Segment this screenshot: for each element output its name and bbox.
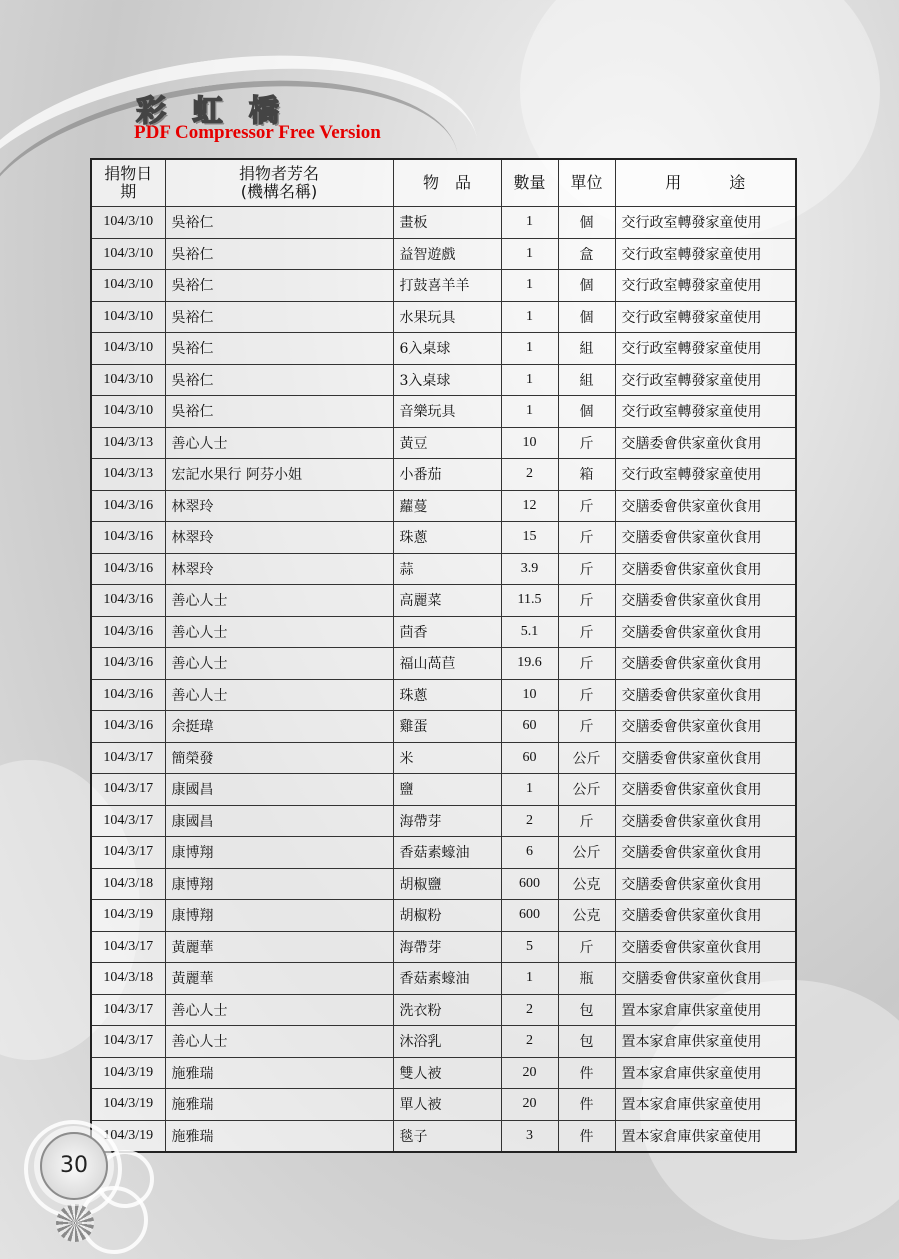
date-cell: 104/3/10: [91, 364, 165, 396]
table-row: [91, 679, 796, 711]
donor-cell: 吳裕仁: [165, 207, 393, 239]
item-cell: 香菇素蠔油: [393, 837, 501, 869]
quantity-cell: 11.5: [501, 585, 558, 617]
date-cell: 104/3/17: [91, 774, 165, 806]
table-row: [91, 868, 796, 900]
page-number-badge: [40, 1132, 108, 1200]
unit-cell: 斤: [558, 427, 615, 459]
quantity-cell: 1: [501, 963, 558, 995]
date-cell: 104/3/17: [91, 837, 165, 869]
item-cell: 胡椒粉: [393, 900, 501, 932]
item-cell: 6入桌球: [393, 333, 501, 365]
unit-cell: 斤: [558, 648, 615, 680]
item-cell: 香菇素蠔油: [393, 963, 501, 995]
usage-cell: 交行政室轉發家童使用: [615, 364, 796, 396]
usage-cell: 交膳委會供家童伙食用: [615, 742, 796, 774]
quantity-cell: 60: [501, 742, 558, 774]
usage-cell: 置本家倉庫供家童使用: [615, 1026, 796, 1058]
table-row: [91, 490, 796, 522]
donation-table: [90, 158, 797, 1153]
usage-cell: 交膳委會供家童伙食用: [615, 774, 796, 806]
date-cell: 104/3/18: [91, 963, 165, 995]
usage-cell: 置本家倉庫供家童使用: [615, 1057, 796, 1089]
item-cell: 雙人被: [393, 1057, 501, 1089]
usage-cell: 交行政室轉發家童使用: [615, 207, 796, 239]
usage-cell: 交膳委會供家童伙食用: [615, 553, 796, 585]
usage-cell: 交膳委會供家童伙食用: [615, 837, 796, 869]
item-cell: 海帶芽: [393, 931, 501, 963]
quantity-cell: 20: [501, 1057, 558, 1089]
usage-cell: 交行政室轉發家童使用: [615, 301, 796, 333]
unit-cell: 斤: [558, 490, 615, 522]
usage-cell: 交膳委會供家童伙食用: [615, 616, 796, 648]
item-cell: 福山萵苣: [393, 648, 501, 680]
table-row: [91, 994, 796, 1026]
table-row: [91, 427, 796, 459]
column-header: 單位: [558, 159, 615, 207]
item-cell: 單人被: [393, 1089, 501, 1121]
item-cell: 胡椒鹽: [393, 868, 501, 900]
item-cell: 畫板: [393, 207, 501, 239]
usage-cell: 交膳委會供家童伙食用: [615, 900, 796, 932]
quantity-cell: 2: [501, 459, 558, 491]
item-cell: 黃豆: [393, 427, 501, 459]
item-cell: 鹽: [393, 774, 501, 806]
donor-cell: 善心人士: [165, 616, 393, 648]
column-header: 捐物者芳名 (機構名稱): [165, 159, 393, 207]
quantity-cell: 2: [501, 805, 558, 837]
column-header: 物 品: [393, 159, 501, 207]
unit-cell: 組: [558, 333, 615, 365]
date-cell: 104/3/16: [91, 711, 165, 743]
date-cell: 104/3/17: [91, 805, 165, 837]
brand-logo: 彩 虹 橋: [136, 94, 287, 129]
date-cell: 104/3/16: [91, 585, 165, 617]
item-cell: 小番茄: [393, 459, 501, 491]
date-cell: 104/3/16: [91, 490, 165, 522]
donor-cell: 吳裕仁: [165, 333, 393, 365]
date-cell: 104/3/17: [91, 931, 165, 963]
date-cell: 104/3/19: [91, 1120, 165, 1152]
usage-cell: 交行政室轉發家童使用: [615, 270, 796, 302]
table-row: [91, 1026, 796, 1058]
date-cell: 104/3/10: [91, 238, 165, 270]
quantity-cell: 3.9: [501, 553, 558, 585]
table-row: [91, 270, 796, 302]
quantity-cell: 1: [501, 364, 558, 396]
table-row: [91, 616, 796, 648]
date-cell: 104/3/10: [91, 270, 165, 302]
usage-cell: 置本家倉庫供家童使用: [615, 1089, 796, 1121]
item-cell: 海帶芽: [393, 805, 501, 837]
date-cell: 104/3/16: [91, 522, 165, 554]
donor-cell: 林翠玲: [165, 490, 393, 522]
table-header: [91, 159, 796, 207]
item-cell: 珠蔥: [393, 522, 501, 554]
quantity-cell: 1: [501, 333, 558, 365]
unit-cell: 個: [558, 207, 615, 239]
date-cell: 104/3/10: [91, 207, 165, 239]
donor-cell: 善心人士: [165, 648, 393, 680]
page-number: 30: [60, 1153, 88, 1178]
donor-cell: 康國昌: [165, 805, 393, 837]
quantity-cell: 2: [501, 1026, 558, 1058]
donor-cell: 善心人士: [165, 1026, 393, 1058]
date-cell: 104/3/16: [91, 679, 165, 711]
table-row: [91, 364, 796, 396]
quantity-cell: 20: [501, 1089, 558, 1121]
date-cell: 104/3/17: [91, 994, 165, 1026]
date-cell: 104/3/17: [91, 1026, 165, 1058]
donor-cell: 施雅瑞: [165, 1120, 393, 1152]
table-row: [91, 963, 796, 995]
quantity-cell: 1: [501, 270, 558, 302]
quantity-cell: 12: [501, 490, 558, 522]
quantity-cell: 1: [501, 301, 558, 333]
table-row: [91, 648, 796, 680]
date-cell: 104/3/19: [91, 1089, 165, 1121]
donor-cell: 吳裕仁: [165, 301, 393, 333]
unit-cell: 個: [558, 301, 615, 333]
quantity-cell: 1: [501, 238, 558, 270]
quantity-cell: 10: [501, 427, 558, 459]
quantity-cell: 1: [501, 774, 558, 806]
item-cell: 洗衣粉: [393, 994, 501, 1026]
quantity-cell: 1: [501, 396, 558, 428]
quantity-cell: 600: [501, 868, 558, 900]
item-cell: 3入桌球: [393, 364, 501, 396]
table-row: [91, 522, 796, 554]
unit-cell: 斤: [558, 585, 615, 617]
donor-cell: 簡榮發: [165, 742, 393, 774]
unit-cell: 箱: [558, 459, 615, 491]
usage-cell: 交膳委會供家童伙食用: [615, 585, 796, 617]
unit-cell: 包: [558, 1026, 615, 1058]
usage-cell: 交行政室轉發家童使用: [615, 459, 796, 491]
date-cell: 104/3/10: [91, 333, 165, 365]
date-cell: 104/3/19: [91, 1057, 165, 1089]
unit-cell: 斤: [558, 931, 615, 963]
flower-icon: [56, 1204, 94, 1242]
unit-cell: 件: [558, 1057, 615, 1089]
item-cell: 毯子: [393, 1120, 501, 1152]
table-row: [91, 711, 796, 743]
date-cell: 104/3/16: [91, 616, 165, 648]
unit-cell: 斤: [558, 616, 615, 648]
donor-cell: 康博翔: [165, 900, 393, 932]
table-row: [91, 238, 796, 270]
usage-cell: 交膳委會供家童伙食用: [615, 427, 796, 459]
unit-cell: 個: [558, 270, 615, 302]
quantity-cell: 5: [501, 931, 558, 963]
usage-cell: 交膳委會供家童伙食用: [615, 679, 796, 711]
donor-cell: 善心人士: [165, 427, 393, 459]
quantity-cell: 10: [501, 679, 558, 711]
donor-cell: 黃麗華: [165, 931, 393, 963]
item-cell: 沐浴乳: [393, 1026, 501, 1058]
date-cell: 104/3/16: [91, 553, 165, 585]
quantity-cell: 60: [501, 711, 558, 743]
unit-cell: 件: [558, 1089, 615, 1121]
date-cell: 104/3/10: [91, 301, 165, 333]
date-cell: 104/3/13: [91, 459, 165, 491]
item-cell: 打鼓喜羊羊: [393, 270, 501, 302]
donor-cell: 林翠玲: [165, 522, 393, 554]
usage-cell: 交膳委會供家童伙食用: [615, 963, 796, 995]
donor-cell: 宏記水果行 阿芬小姐: [165, 459, 393, 491]
quantity-cell: 6: [501, 837, 558, 869]
item-cell: 珠蔥: [393, 679, 501, 711]
donor-cell: 吳裕仁: [165, 364, 393, 396]
table-row: [91, 207, 796, 239]
donor-cell: 善心人士: [165, 585, 393, 617]
table-row: [91, 333, 796, 365]
usage-cell: 交行政室轉發家童使用: [615, 333, 796, 365]
table-row: [91, 585, 796, 617]
donor-cell: 吳裕仁: [165, 396, 393, 428]
item-cell: 水果玩具: [393, 301, 501, 333]
donor-cell: 康博翔: [165, 868, 393, 900]
unit-cell: 公斤: [558, 774, 615, 806]
date-cell: 104/3/17: [91, 742, 165, 774]
donor-cell: 吳裕仁: [165, 238, 393, 270]
date-cell: 104/3/19: [91, 900, 165, 932]
unit-cell: 斤: [558, 805, 615, 837]
donor-cell: 康博翔: [165, 837, 393, 869]
usage-cell: 交膳委會供家童伙食用: [615, 522, 796, 554]
usage-cell: 交膳委會供家童伙食用: [615, 490, 796, 522]
donor-cell: 康國昌: [165, 774, 393, 806]
item-cell: 高麗菜: [393, 585, 501, 617]
table-row: [91, 301, 796, 333]
date-cell: 104/3/13: [91, 427, 165, 459]
table-row: [91, 742, 796, 774]
item-cell: 米: [393, 742, 501, 774]
item-cell: 益智遊戲: [393, 238, 501, 270]
table-row: [91, 396, 796, 428]
date-cell: 104/3/18: [91, 868, 165, 900]
table-row: [91, 1057, 796, 1089]
quantity-cell: 1: [501, 207, 558, 239]
donor-cell: 施雅瑞: [165, 1057, 393, 1089]
donor-cell: 黃麗華: [165, 963, 393, 995]
table-row: [91, 774, 796, 806]
item-cell: 蘿蔓: [393, 490, 501, 522]
watermark-text: PDF Compressor Free Version: [134, 122, 381, 143]
usage-cell: 交行政室轉發家童使用: [615, 238, 796, 270]
unit-cell: 斤: [558, 679, 615, 711]
unit-cell: 瓶: [558, 963, 615, 995]
quantity-cell: 5.1: [501, 616, 558, 648]
table-row: [91, 900, 796, 932]
unit-cell: 公克: [558, 868, 615, 900]
donor-cell: 善心人士: [165, 994, 393, 1026]
item-cell: 茴香: [393, 616, 501, 648]
usage-cell: 交膳委會供家童伙食用: [615, 711, 796, 743]
unit-cell: 斤: [558, 522, 615, 554]
donor-cell: 余挺瑋: [165, 711, 393, 743]
unit-cell: 盒: [558, 238, 615, 270]
table-row: [91, 1120, 796, 1152]
item-cell: 雞蛋: [393, 711, 501, 743]
unit-cell: 件: [558, 1120, 615, 1152]
quantity-cell: 19.6: [501, 648, 558, 680]
usage-cell: 置本家倉庫供家童使用: [615, 994, 796, 1026]
date-cell: 104/3/10: [91, 396, 165, 428]
usage-cell: 交行政室轉發家童使用: [615, 396, 796, 428]
unit-cell: 公斤: [558, 837, 615, 869]
quantity-cell: 15: [501, 522, 558, 554]
usage-cell: 交膳委會供家童伙食用: [615, 648, 796, 680]
table-row: [91, 931, 796, 963]
table-row: [91, 1089, 796, 1121]
unit-cell: 斤: [558, 711, 615, 743]
unit-cell: 公克: [558, 900, 615, 932]
unit-cell: 個: [558, 396, 615, 428]
donor-cell: 善心人士: [165, 679, 393, 711]
unit-cell: 公斤: [558, 742, 615, 774]
unit-cell: 斤: [558, 553, 615, 585]
usage-cell: 交膳委會供家童伙食用: [615, 868, 796, 900]
table-row: [91, 837, 796, 869]
column-header: 捐物日期: [91, 159, 165, 207]
quantity-cell: 3: [501, 1120, 558, 1152]
donor-cell: 林翠玲: [165, 553, 393, 585]
table-body: [91, 207, 796, 1153]
date-cell: 104/3/16: [91, 648, 165, 680]
usage-cell: 置本家倉庫供家童使用: [615, 1120, 796, 1152]
unit-cell: 包: [558, 994, 615, 1026]
quantity-cell: 2: [501, 994, 558, 1026]
quantity-cell: 600: [501, 900, 558, 932]
usage-cell: 交膳委會供家童伙食用: [615, 805, 796, 837]
column-header: 用 途: [615, 159, 796, 207]
unit-cell: 組: [558, 364, 615, 396]
column-header: 數量: [501, 159, 558, 207]
table-row: [91, 805, 796, 837]
item-cell: 蒜: [393, 553, 501, 585]
donor-cell: 施雅瑞: [165, 1089, 393, 1121]
usage-cell: 交膳委會供家童伙食用: [615, 931, 796, 963]
table-row: [91, 459, 796, 491]
donor-cell: 吳裕仁: [165, 270, 393, 302]
table-row: [91, 553, 796, 585]
item-cell: 音樂玩具: [393, 396, 501, 428]
